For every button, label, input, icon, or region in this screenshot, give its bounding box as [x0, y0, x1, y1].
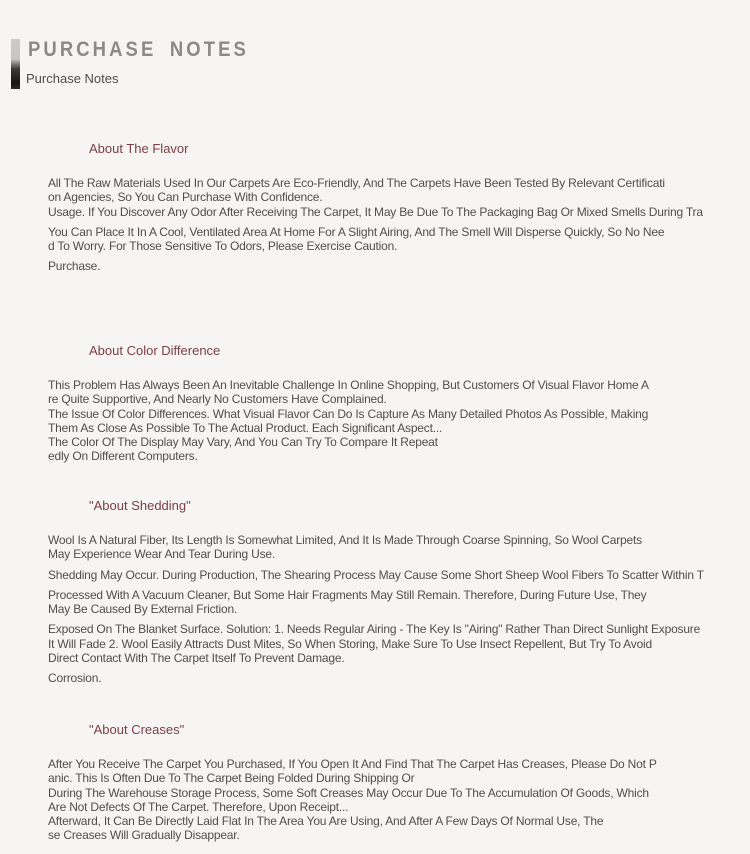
text-line: Purchase. [48, 259, 101, 274]
section-heading: "About Creases" [89, 722, 185, 737]
content-section [0, 140, 750, 274]
paragraph [0, 757, 750, 843]
text-line: You Can Place It In A Cool, Ventilated Area At Home For A Slight Airing, And The Smell Will Disperse Quickly, So No Nee [48, 224, 665, 239]
text-line: After You Receive The Carpet You Purchased, If You Open It And Find That The Carpet Has Creases, Please Do Not P [48, 757, 657, 771]
text-line: Processed With A Vacuum Cleaner, But Some Hair Fragments May Still Remain. Therefore, During Future Use, They [48, 587, 647, 602]
text-line: Exposed On The Blanket Surface. Solution: 1. Needs Regular Airing - The Key Is "Airing" Rather Than Direct Sunlight Exposure [48, 622, 701, 637]
text-line: All The Raw Materials Used In Our Carpets Are Eco-Friendly, And The Carpets Have Been Tested By Relevant Certificati [48, 176, 665, 190]
text-line: May Experience Wear And Tear During Use. [48, 547, 276, 562]
text-line: Them As Close As Possible To The Actual Product. Each Significant Aspect... [48, 420, 443, 435]
content-section [0, 342, 750, 464]
text-line: This Problem Has Always Been An Inevitable Challenge In Online Shopping, But Customers Of Visual Flavor Home A [48, 378, 649, 392]
content-section [0, 721, 750, 843]
text-line: re Quite Supportive, And Nearly No Customers Have Complained. [48, 392, 387, 407]
paragraph [0, 225, 750, 254]
paragraph [0, 671, 750, 685]
text-line: Are Not Defects Of The Carpet. Therefore, Upon Receipt... [48, 799, 349, 814]
text-line: se Creases Will Gradually Disappear. [48, 828, 240, 843]
text-line: Usage. If You Discover Any Odor After Receiving The Carpet, It May Be Due To The Packaging Bag Or Mixed Smells During Tra [48, 204, 703, 219]
page-header [0, 0, 750, 100]
text-line: It Will Fade 2. Wool Easily Attracts Dust Mites, So When Storing, Make Sure To Use Insect Repellent, But Try To Avoid [48, 636, 652, 651]
paragraph [0, 259, 750, 273]
page-title: PURCHASE NOTES [28, 38, 249, 61]
section-heading: "About Shedding" [89, 498, 191, 513]
text-line: Afterward, It Can Be Directly Laid Flat In The Area You Are Using, And After A Few Days Of Normal Use, The [48, 814, 604, 829]
text-line: The Issue Of Color Differences. What Visual Flavor Can Do Is Capture As Many Detailed Photos As Possible, Making [48, 406, 649, 421]
section-heading: About Color Difference [89, 343, 221, 358]
text-line: During The Warehouse Storage Process, Some Soft Creases May Occur Due To The Accumulation Of Goods, Which [48, 785, 649, 800]
section-heading: About The Flavor [89, 141, 189, 156]
page-subtitle: Purchase Notes [26, 71, 119, 86]
paragraph [0, 378, 750, 464]
paragraph [0, 588, 750, 617]
text-line: Direct Contact With The Carpet Itself To Prevent Damage. [48, 651, 345, 666]
text-line: edly On Different Computers. [48, 449, 198, 464]
text-line: Wool Is A Natural Fiber, Its Length Is Somewhat Limited, And It Is Made Through Coarse Spinning, So Wool Carpets [48, 533, 642, 547]
text-line: on Agencies, So You Can Purchase With Confidence. [48, 190, 323, 205]
text-line: May Be Caused By External Friction. [48, 602, 238, 617]
text-line: anic. This Is Often Due To The Carpet Being Folded During Shipping Or [48, 771, 415, 786]
paragraph [0, 533, 750, 562]
accent-bar-icon [11, 39, 20, 89]
text-line: Corrosion. [48, 671, 102, 686]
text-line: d To Worry. For Those Sensitive To Odors, Please Exercise Caution. [48, 239, 398, 254]
text-line: Shedding May Occur. During Production, The Shearing Process May Cause Some Short Sheep Wool Fibers To Scatter Within T [48, 567, 704, 582]
content-section [0, 497, 750, 686]
text-line: The Color Of The Display May Vary, And You Can Try To Compare It Repeat [48, 435, 438, 450]
paragraph [0, 568, 750, 582]
paragraph [0, 622, 750, 665]
paragraph [0, 176, 750, 219]
